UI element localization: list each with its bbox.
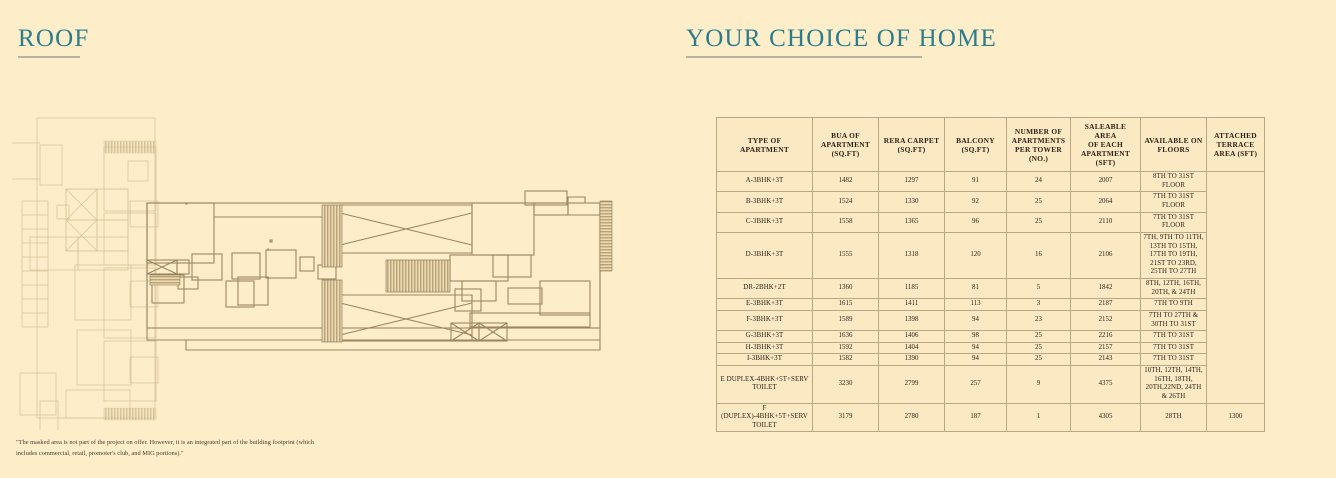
table-row [717,299,1265,311]
cell-balcony: 94 [945,310,1007,330]
header-bua-of-apartment: BUA OF APARTMENT (SQ.FT) [813,118,879,172]
choice-of-home-section-title [686,25,997,58]
cell-saleable: 1842 [1071,279,1141,299]
cell-terrace-blank [1207,172,1265,403]
cell-floors: 7TH TO 31ST [1141,354,1207,366]
cell-saleable: 2187 [1071,299,1141,311]
cell-floors: 7TH TO 31ST FLOOR [1141,212,1207,232]
cell-type: F-3BHK+3T [717,310,813,330]
cell-rera: 2799 [879,366,945,404]
cell-number: 25 [1007,212,1071,232]
cell-bua: 1636 [813,331,879,343]
cell-rera: 1318 [879,232,945,278]
cell-floors: 7TH, 9TH TO 11TH, 13TH TO 15TH, 17TH TO 19TH, 21ST TO 23RD, 25TH TO 27TH [1141,232,1207,278]
cell-floors: 10TH, 12TH, 14TH, 16TH, 18TH, 20TH,22ND, 24TH & 26TH [1141,366,1207,404]
roof-section-title [18,25,90,58]
cell-saleable: 2143 [1071,354,1141,366]
cell-type: I-3BHK+3T [717,354,813,366]
cell-bua: 1558 [813,212,879,232]
table-row [717,279,1265,299]
cell-type: E-3BHK+3T [717,299,813,311]
cell-saleable: 4305 [1071,403,1141,432]
roof-title-text: ROOF [18,25,90,52]
header-attached-terrace-area: ATTACHED TERRACE AREA (SFT) [1207,118,1265,172]
cell-balcony: 92 [945,192,1007,212]
cell-saleable: 2110 [1071,212,1141,232]
cell-number: 25 [1007,192,1071,212]
cell-type: D-3BHK+3T [717,232,813,278]
header-rera-carpet: RERA CARPET (SQ.FT) [879,118,945,172]
cell-terrace: 1300 [1207,403,1265,432]
header-balcony: BALCONY (SQ.FT) [945,118,1007,172]
cell-type: A-3BHK+3T [717,172,813,192]
cell-number: 9 [1007,366,1071,404]
cell-saleable: 2157 [1071,342,1141,354]
cell-balcony: 94 [945,342,1007,354]
roof-service-shafts [150,201,612,342]
roof-floor-plan-drawing [0,105,660,430]
roof-main-outline [147,191,600,350]
table-row [717,331,1265,343]
cell-saleable: 2216 [1071,331,1141,343]
cell-type: C-3BHK+3T [717,212,813,232]
cell-type: B-3BHK+3T [717,192,813,212]
cell-rera: 1330 [879,192,945,212]
cell-floors: 7TH TO 27TH & 30TH TO 31ST [1141,310,1207,330]
table-header-row [717,118,1265,172]
cell-rera: 1297 [879,172,945,192]
cell-bua: 1615 [813,299,879,311]
cell-bua: 1555 [813,232,879,278]
masked-area-footnote: "The masked area is not part of the project on offer. However, it is an integrated part of the building footprint (which includes commercial, retail, promoter's club, and MIG portions)." [16,439,315,457]
table-row [717,212,1265,232]
header-available-on-floors: AVAILABLE ON FLOORS [1141,118,1207,172]
cell-balcony: 94 [945,354,1007,366]
cell-bua: 1589 [813,310,879,330]
table-row [717,172,1265,192]
table-row [717,192,1265,212]
cell-number: 1 [1007,403,1071,432]
masked-area-left-wing [12,118,158,430]
cell-type: DR-2BHK+2T [717,279,813,299]
cell-rera: 1411 [879,299,945,311]
cell-rera: 1185 [879,279,945,299]
cell-bua: 1582 [813,354,879,366]
table-row [717,366,1265,404]
cell-number: 24 [1007,172,1071,192]
cell-bua: 1482 [813,172,879,192]
apartment-spec-table [716,117,1265,432]
cell-number: 23 [1007,310,1071,330]
header-type-of-apartment: TYPE OF APARTMENT [717,118,813,172]
cell-number: 16 [1007,232,1071,278]
cell-saleable: 2007 [1071,172,1141,192]
cell-number: 25 [1007,331,1071,343]
table-row [717,403,1265,432]
cell-rera: 1398 [879,310,945,330]
cell-type: E DUPLEX-4BHK+5T+SERV TOILET [717,366,813,404]
cell-balcony: 120 [945,232,1007,278]
header-number-of-apartments-per-tower: NUMBER OF APARTMENTS PER TOWER (NO.) [1007,118,1071,172]
cell-rera: 1404 [879,342,945,354]
cell-bua: 3179 [813,403,879,432]
cell-balcony: 257 [945,366,1007,404]
cell-number: 5 [1007,279,1071,299]
apartment-spec-table-container [716,117,1264,432]
cell-balcony: 98 [945,331,1007,343]
table-row [717,310,1265,330]
cell-floors: 28TH [1141,403,1207,432]
cell-type: G-3BHK+3T [717,331,813,343]
table-body [717,172,1265,432]
table-header [717,118,1265,172]
cell-rera: 1406 [879,331,945,343]
cell-type: F (DUPLEX)-4BHK+5T+SERV TOILET [717,403,813,432]
header-saleable-area: SALEABLE AREA OF EACH APARTMENT (SFT) [1071,118,1141,172]
cell-number: 25 [1007,354,1071,366]
cell-balcony: 187 [945,403,1007,432]
cell-rera: 1365 [879,212,945,232]
table-row [717,232,1265,278]
cell-floors: 7TH TO 31ST [1141,342,1207,354]
cell-floors: 7TH TO 31ST [1141,331,1207,343]
cell-bua: 1524 [813,192,879,212]
cell-saleable: 2152 [1071,310,1141,330]
cell-saleable: 2106 [1071,232,1141,278]
cell-floors: 8TH, 12TH, 16TH, 20TH, & 24TH [1141,279,1207,299]
roof-title-underline [18,56,80,58]
cell-floors: 7TH TO 9TH [1141,299,1207,311]
choice-of-home-title-text: YOUR CHOICE OF HOME [686,25,998,52]
cell-bua: 1592 [813,342,879,354]
roof-floor-plan [0,105,660,430]
cell-number: 3 [1007,299,1071,311]
cell-balcony: 96 [945,212,1007,232]
cell-bua: 3230 [813,366,879,404]
cell-saleable: 2064 [1071,192,1141,212]
cell-number: 25 [1007,342,1071,354]
cell-rera: 1390 [879,354,945,366]
cell-saleable: 4375 [1071,366,1141,404]
cell-bua: 1360 [813,279,879,299]
choice-of-home-title-underline [686,56,922,58]
cell-rera: 2780 [879,403,945,432]
cell-floors: 8TH TO 31ST FLOOR [1141,172,1207,192]
cell-floors: 7TH TO 31ST FLOOR [1141,192,1207,212]
cell-balcony: 91 [945,172,1007,192]
cell-balcony: 113 [945,299,1007,311]
table-row [717,354,1265,366]
cell-type: H-3BHK+3T [717,342,813,354]
cell-balcony: 81 [945,279,1007,299]
table-row [717,342,1265,354]
